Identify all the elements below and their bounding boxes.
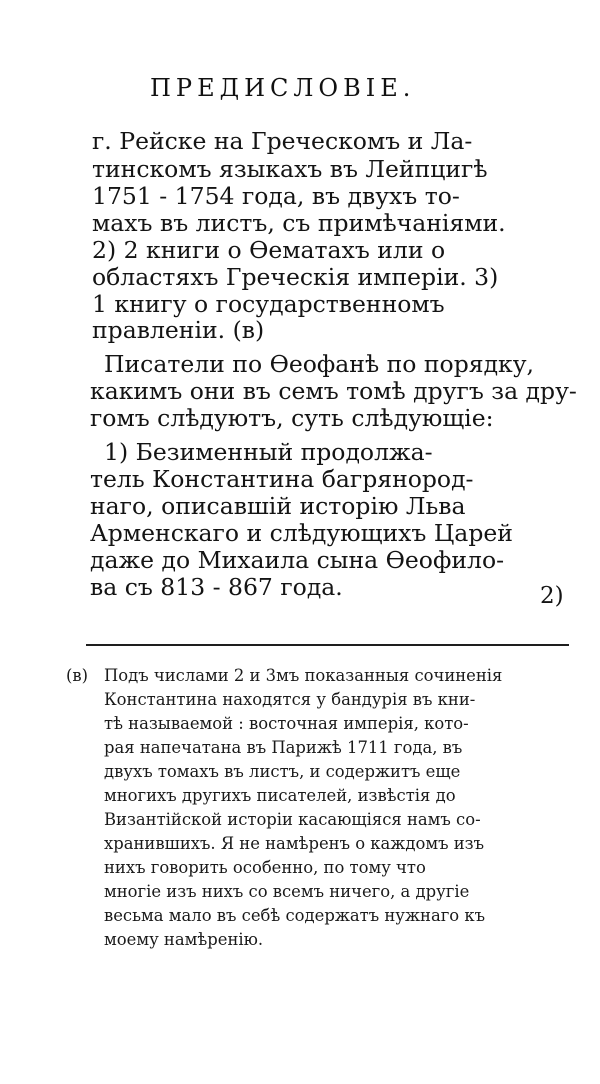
- footnote-line: Константина находятся у бандурія въ кни-: [104, 690, 476, 709]
- catchword: 2): [540, 583, 564, 609]
- footnote-line: Византійской исторіи касающіяся намъ со-: [104, 810, 481, 829]
- footnote-line: хранившихъ. Я не намѣренъ о каждомъ изъ: [104, 834, 485, 853]
- body-line: гомъ слѣдуютъ, суть слѣдующіе:: [90, 404, 494, 432]
- footnote-line: моему намѣренію.: [104, 930, 264, 949]
- body-line: 1751 - 1754 года, въ двухъ то-: [92, 182, 460, 210]
- body-line: какимъ они въ семъ томѣ другъ за дру-: [90, 377, 577, 405]
- body-line: наго, описавшій исторію Льва: [90, 492, 466, 520]
- footnote-line: тѣ называемой : восточная имперія, кото-: [104, 714, 469, 733]
- body-line: Писатели по Ѳеофанѣ по порядку,: [104, 350, 535, 378]
- footnote-line: многихъ другихъ писателей, извѣстія до: [104, 786, 456, 805]
- body-line: 2) 2 книги о Ѳематахъ или о: [92, 236, 446, 264]
- footnote-line: многіе изъ нихъ со всемъ ничего, а другіе: [104, 882, 470, 901]
- body-line: 1 книгу о государственномъ: [92, 290, 445, 318]
- footnote-line: Подъ числами 2 и 3мъ показанныя сочиненія: [104, 666, 503, 685]
- footnote-line: двухъ томахъ въ листъ, и содержитъ еще: [104, 762, 461, 781]
- body-line: г. Рейске на Греческомъ и Ла-: [92, 127, 473, 155]
- footnote-marker: (в): [66, 666, 89, 685]
- body-line: Арменскаго и слѣдующихъ Царей: [90, 519, 513, 547]
- body-line: тинскомъ языкахъ въ Лейпцигѣ: [92, 155, 488, 183]
- body-line: махъ въ листъ, съ примѣчаніями.: [92, 209, 506, 237]
- body-line: правленіи. (в): [92, 316, 265, 344]
- body-line: областяхъ Греческія имперіи. 3): [92, 263, 499, 291]
- body-line: даже до Михаила сына Ѳеофило-: [90, 546, 505, 574]
- footnote-line: весьма мало въ себѣ содержатъ нужнаго къ: [104, 906, 486, 925]
- body-line: 1) Безименный продолжа-: [104, 438, 433, 466]
- footnote-line: рая напечатана въ Парижѣ 1711 года, въ: [104, 738, 463, 757]
- page-header-title: ПРЕДИСЛОВІЕ.: [150, 74, 416, 102]
- footnote-line: нихъ говорить особенно, по тому что: [104, 858, 426, 877]
- body-line: тель Константина багрянород-: [90, 465, 474, 493]
- body-line: ва съ 813 - 867 года.: [90, 573, 343, 601]
- footnote-divider: [86, 644, 569, 646]
